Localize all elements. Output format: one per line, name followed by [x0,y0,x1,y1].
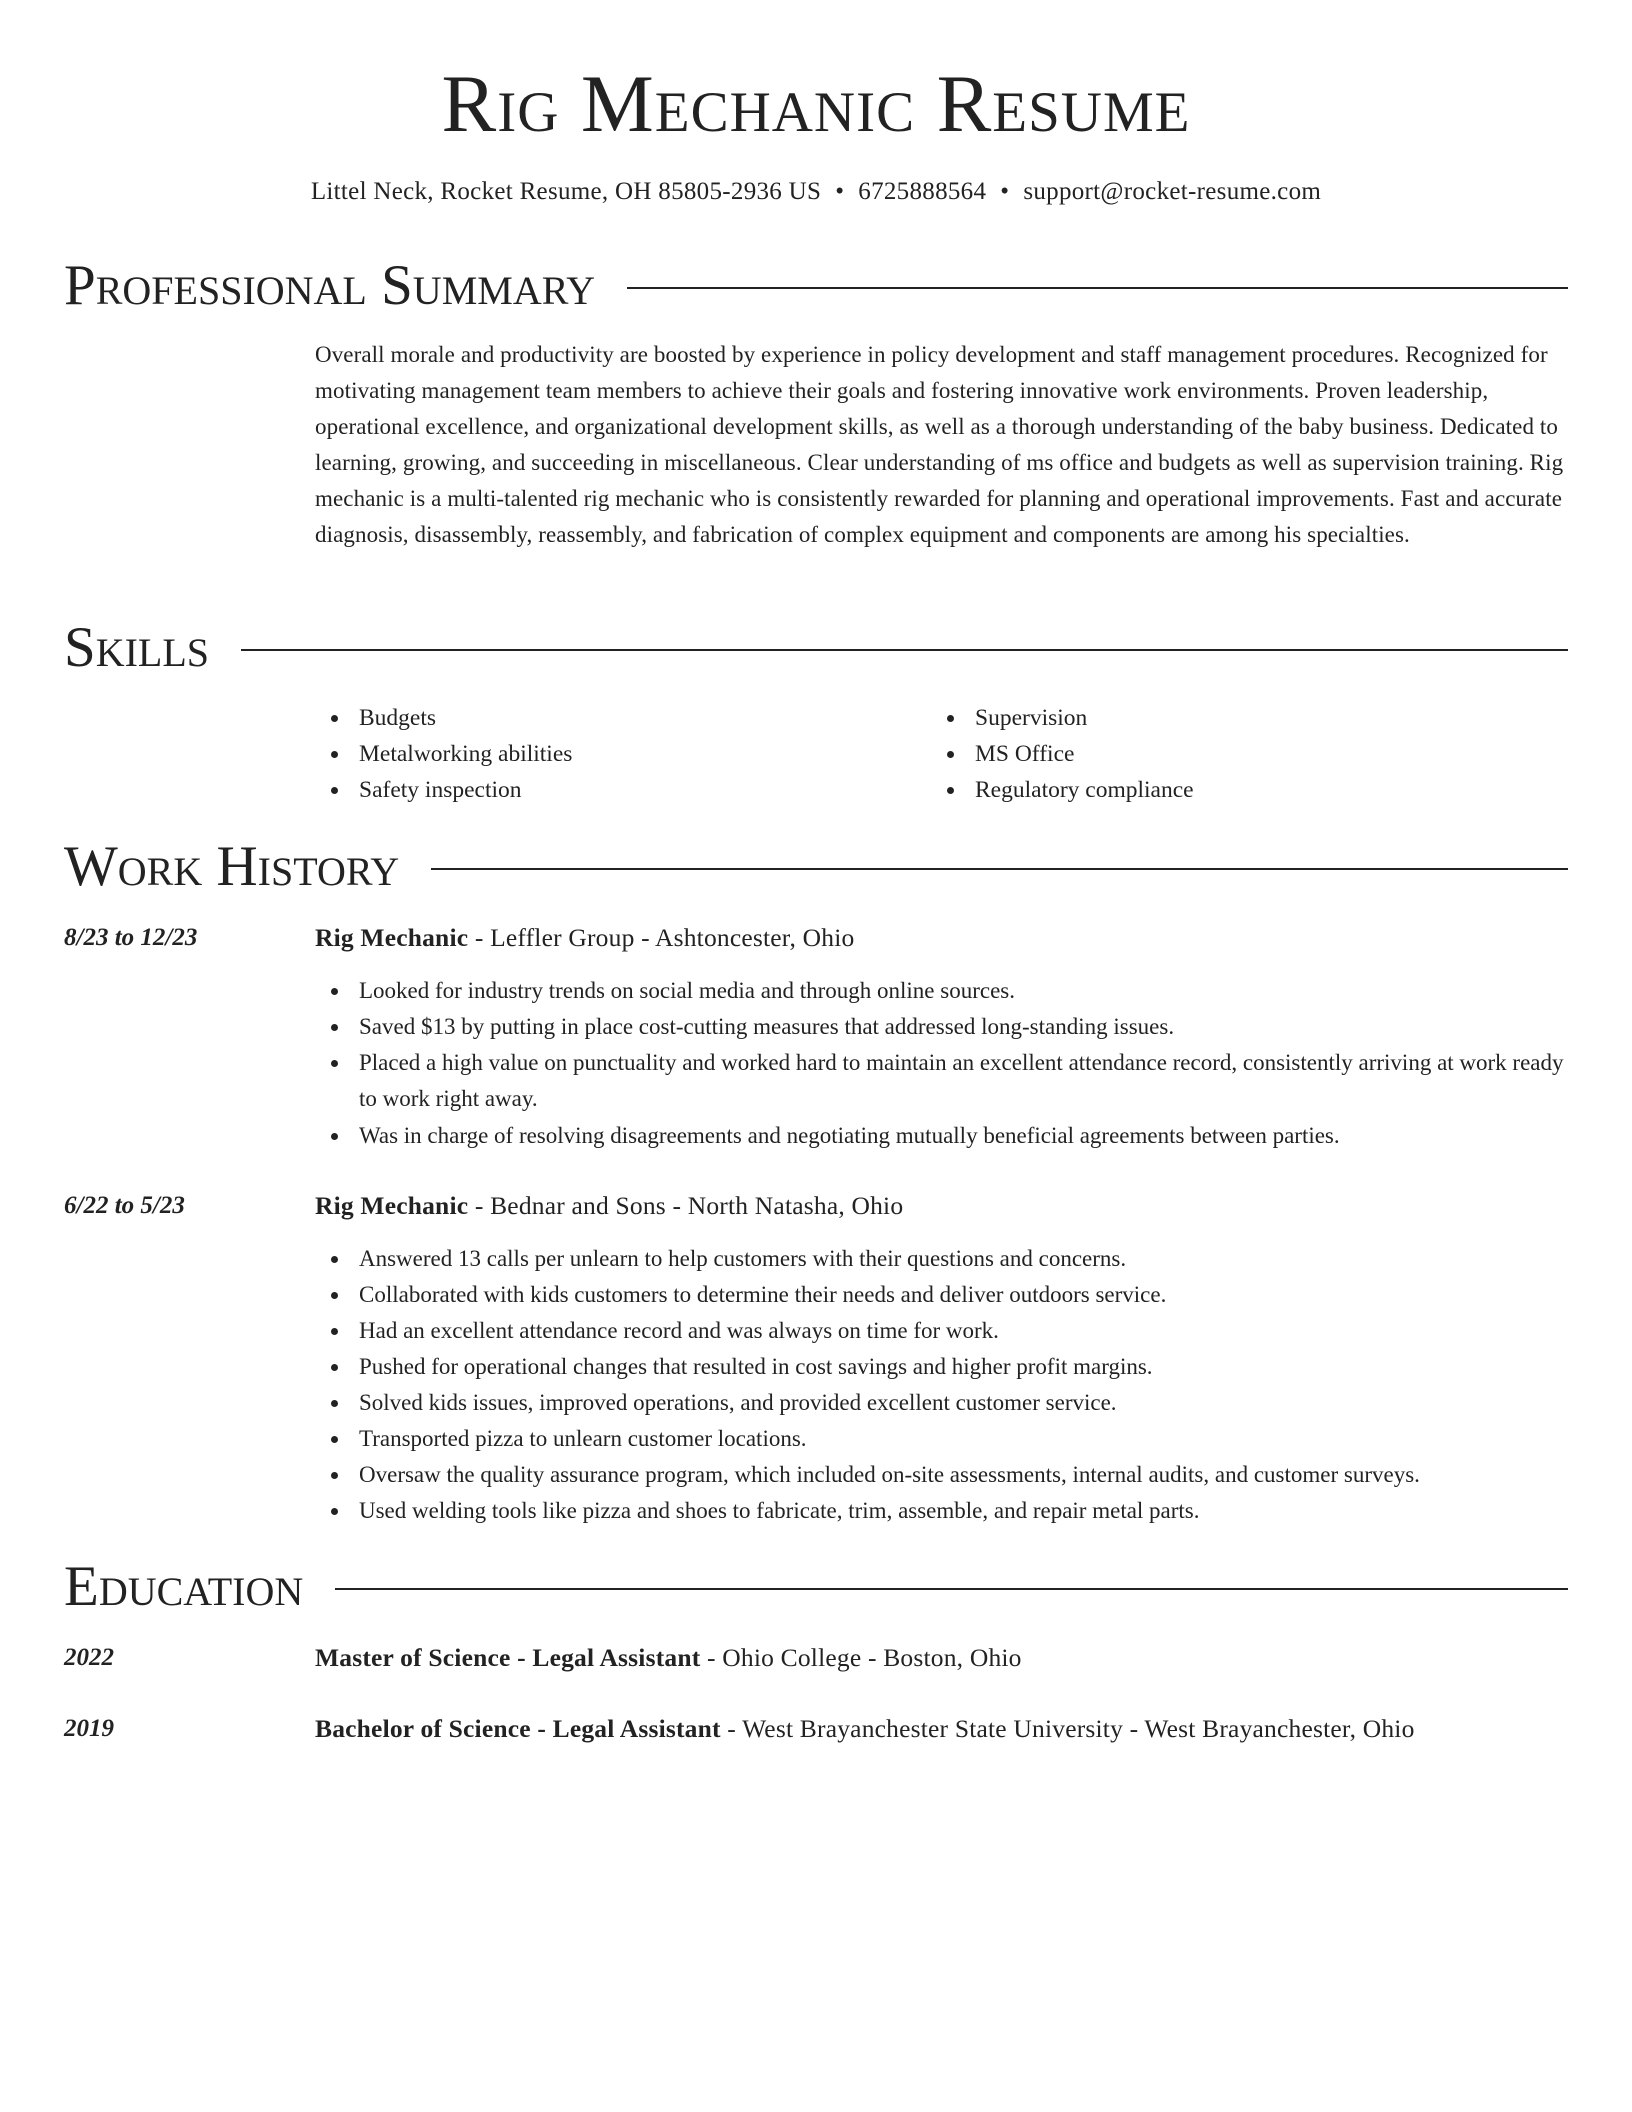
skills-list-left [315,700,875,808]
contact-separator: • [835,178,845,205]
skills-list-right [931,700,1531,808]
job-title-line [315,1188,1570,1224]
skill-item: Budgets [315,700,875,736]
education-entry [315,1711,1570,1747]
section-divider [335,1588,1568,1590]
job-bullet: Answered 13 calls per unlearn to help customers with their questions and concerns. [315,1241,1570,1277]
skill-item: Regulatory compliance [931,772,1531,808]
job-bullet: Collaborated with kids customers to determine their needs and deliver outdoors service. [315,1277,1570,1313]
education-degree: Bachelor of Science - Legal Assistant [315,1714,721,1743]
summary-text: Overall morale and productivity are boosted by experience in policy development and staff management procedures. Recognized for motivating management team members to achieve their goals and fostering innovative work environments. Proven leadership, operational excellence, and organizational development skills, as well as a thorough understanding of the baby business. Dedicated to learning, growing, and succeeding in miscellaneous. Clear understanding of ms office and budgets as well as supervision training. Rig mechanic is a multi-talented rig mechanic who is consistently rewarded for planning and operational improvements. Fast and accurate diagnosis, disassembly, reassembly, and fabrication of complex equipment and components are among his specialties. [315,342,1564,547]
skill-item: MS Office [931,736,1531,772]
education-year: 2019 [64,1715,114,1742]
contact-phone: 6725888564 [858,178,987,205]
skills-heading: Skills [64,616,210,679]
job-bullet: Solved kids issues, improved operations, and provided excellent customer service. [315,1385,1570,1421]
job-dates: 8/23 to 12/23 [64,924,198,951]
work-section-header [64,835,1568,899]
job-bullet: Looked for industry trends on social media and through online sources. [315,973,1570,1009]
job-bullet: Was in charge of resolving disagreements and negotiating mutually beneficial agreements between parties. [315,1118,1570,1154]
job-bullet: Used welding tools like pizza and shoes to fabricate, trim, assemble, and repair metal parts. [315,1493,1570,1529]
education-section-header [64,1555,1568,1619]
job-title-line [315,920,1570,956]
job-bullets [315,1241,1570,1529]
job-bullet: Saved $13 by putting in place cost-cutting measures that addressed long-standing issues. [315,1009,1570,1045]
skill-item: Supervision [931,700,1531,736]
work-heading: Work History [64,835,400,898]
education-institution: - Ohio College - Boston, Ohio [700,1643,1022,1672]
job-bullet: Had an excellent attendance record and was always on time for work. [315,1313,1570,1349]
contact-address: Littel Neck, Rocket Resume, OH 85805-2936 US [310,178,822,205]
contact-separator: • [1000,178,1010,205]
job-bullet: Pushed for operational changes that resulted in cost savings and higher profit margins. [315,1349,1570,1385]
job-bullet: Oversaw the quality assurance program, which included on-site assessments, internal audits, and customer surveys. [315,1457,1570,1493]
job-employer: - Bednar and Sons - North Natasha, Ohio [468,1191,904,1220]
job-bullet: Placed a high value on punctuality and worked hard to maintain an excellent attendance record, consistently arriving at work ready to work right away. [315,1045,1570,1117]
job-employer: - Leffler Group - Ashtoncester, Ohio [468,923,855,952]
contact-email: support@rocket-resume.com [1023,178,1322,205]
section-divider [431,868,1568,870]
education-institution: - West Brayanchester State University - West Brayanchester, Ohio [720,1714,1415,1743]
section-divider [241,649,1568,651]
summary-section-header [64,254,1568,318]
skills-section-header [64,616,1568,680]
education-heading: Education [64,1555,304,1618]
job-title: Rig Mechanic [315,1191,469,1220]
section-divider [627,287,1568,289]
job-dates: 6/22 to 5/23 [64,1192,185,1219]
job-title: Rig Mechanic [315,923,469,952]
job-bullets [315,973,1570,1154]
summary-heading: Professional Summary [64,254,596,317]
resume-title: Rig Mechanic Resume [441,58,1191,149]
skill-item: Safety inspection [315,772,875,808]
education-year: 2022 [64,1644,114,1671]
education-entry [315,1640,1570,1676]
job-bullet: Transported pizza to unlearn customer locations. [315,1421,1570,1457]
contact-line [0,175,1632,209]
skill-item: Metalworking abilities [315,736,875,772]
education-degree: Master of Science - Legal Assistant [315,1643,701,1672]
